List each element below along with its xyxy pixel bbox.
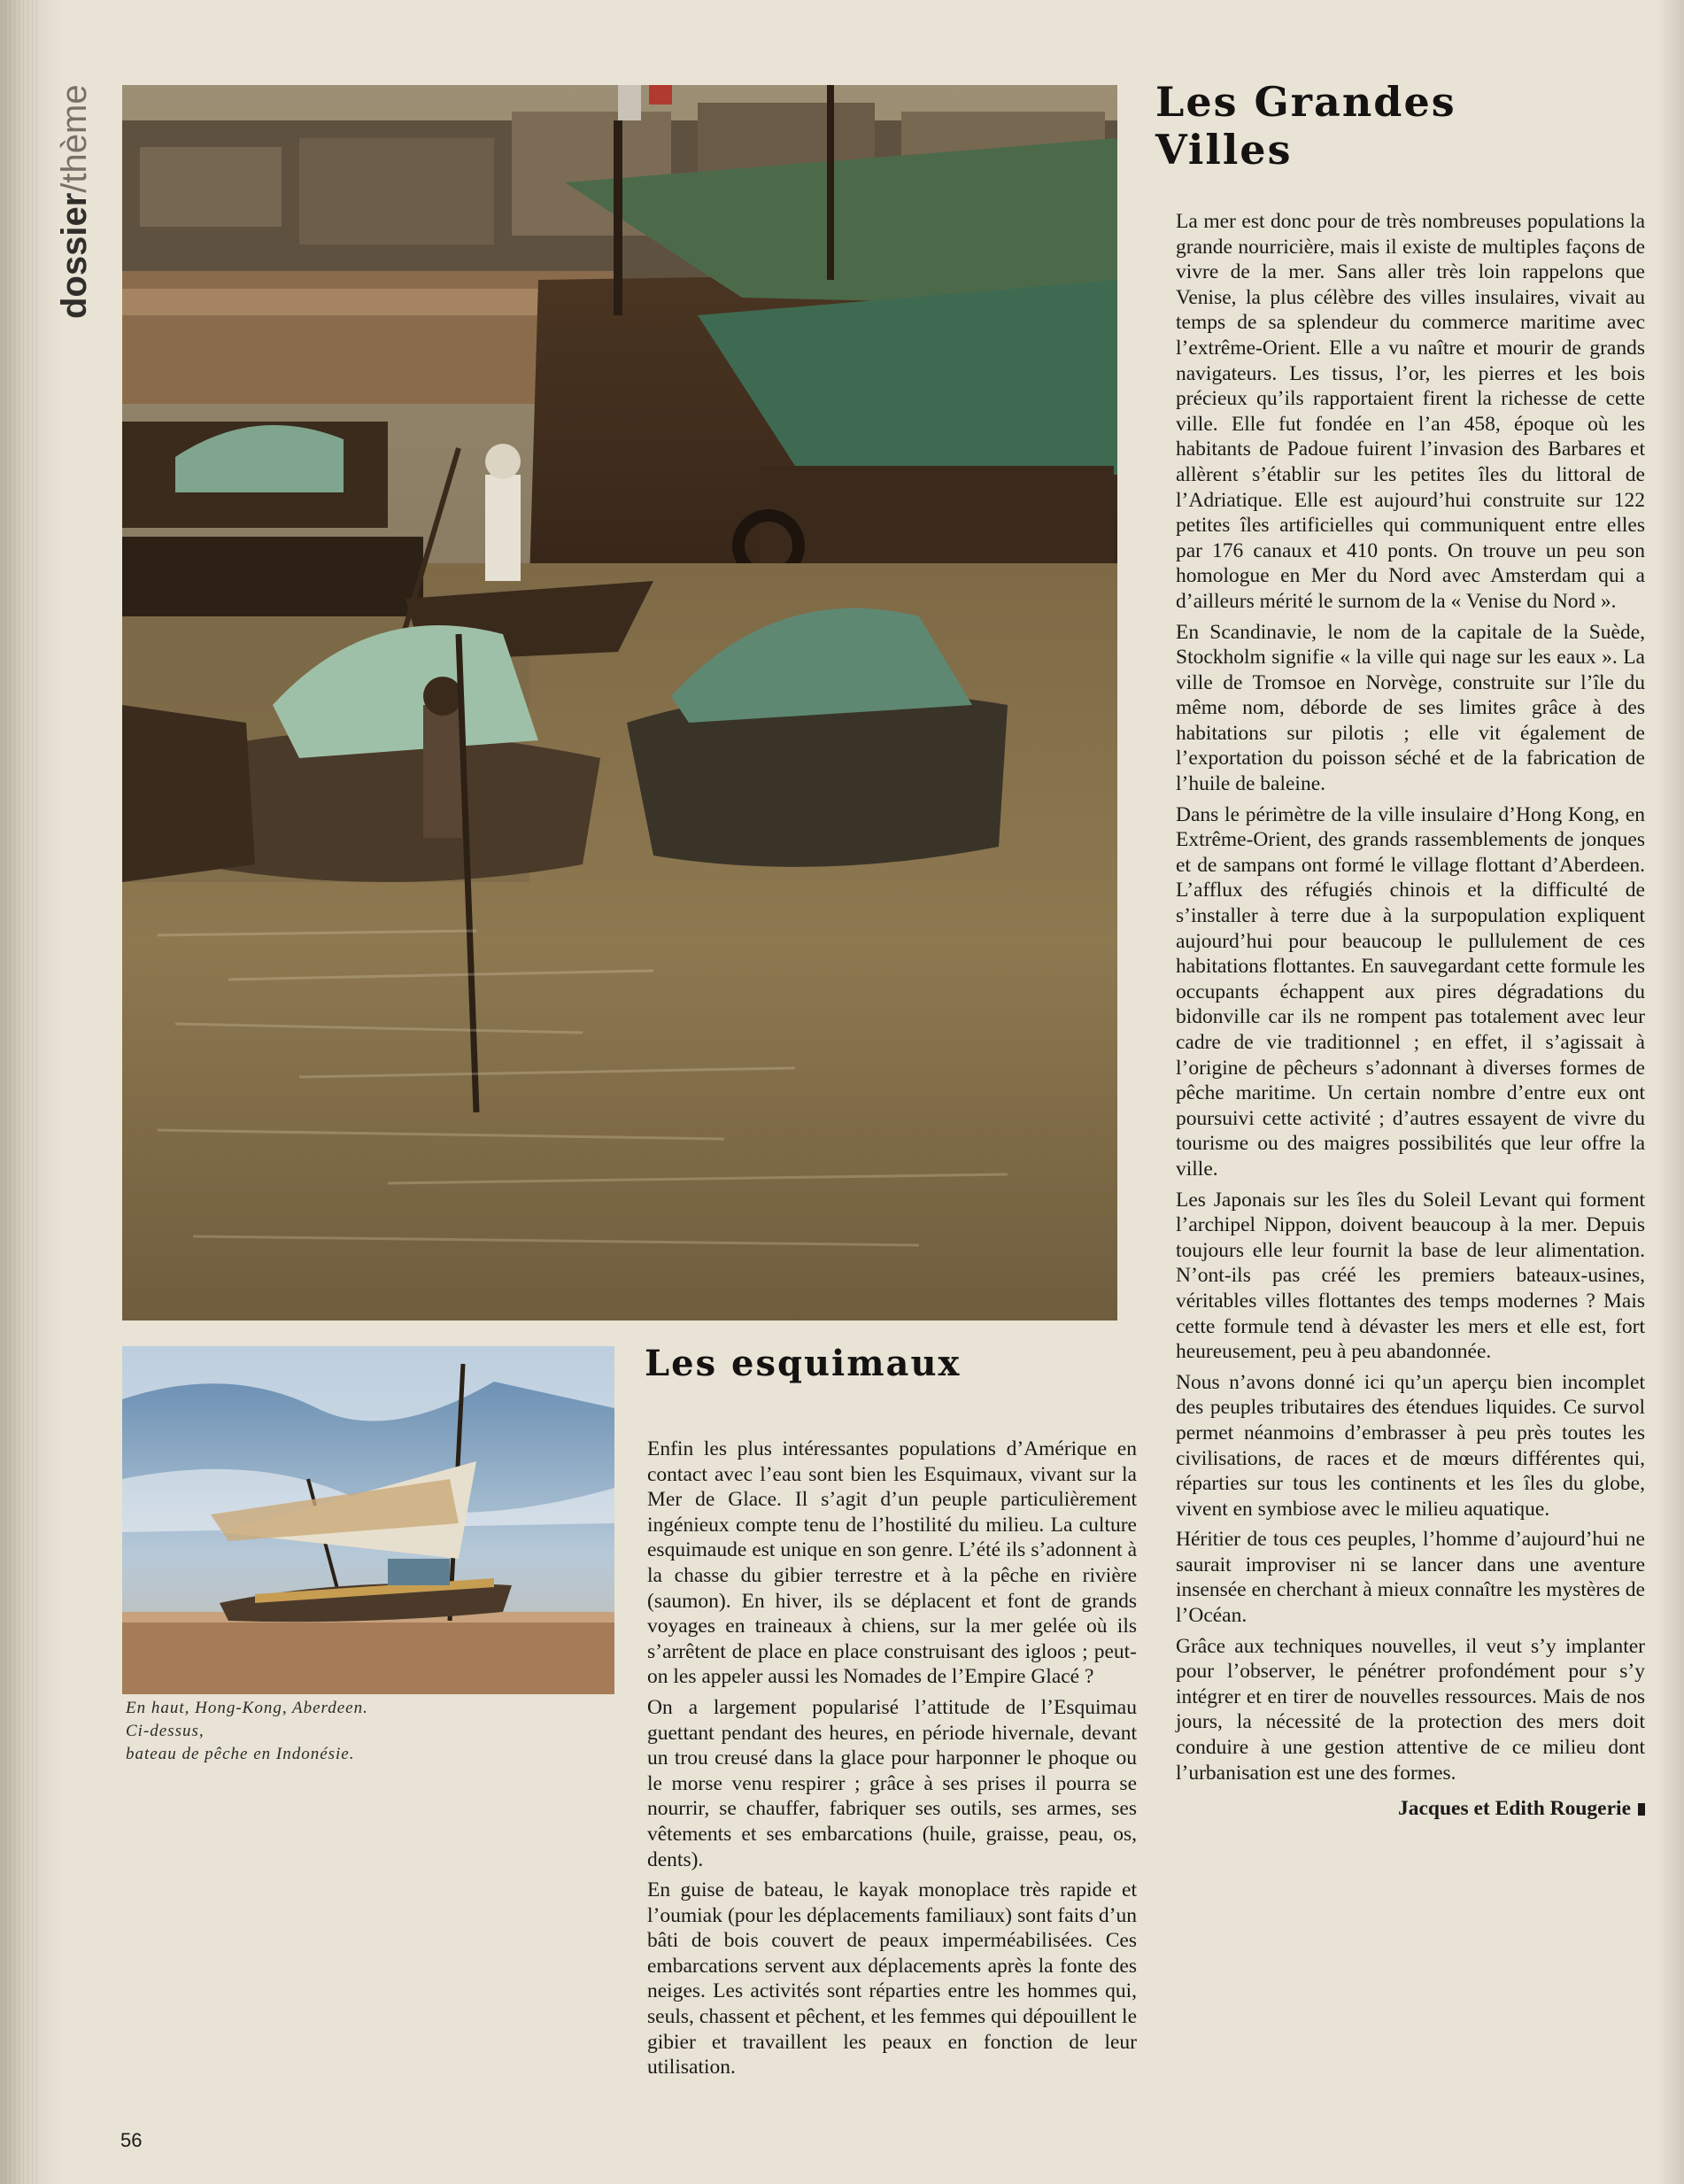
hong-kong-harbor-photo [122, 85, 1117, 1320]
esquimaux-article [647, 1437, 1137, 2086]
title-grandes-villes-line-1: Les Grandes [1155, 78, 1456, 126]
author-signature [1176, 1796, 1645, 1822]
section-tag-dossier: dossier [55, 192, 94, 319]
paragraph: Grâce aux techniques nouvelles, il veut s’y implanter pour l’observer, le pénétrer profondément pour s’y intégrer et en tirer de nouvelles ressources. Mais de nos jours, la nécessité de la protection des mers doit conduire à une gestion attentive de ce milieu dont l’urbanisation est une des formes. [1176, 1634, 1645, 1785]
section-tag-theme: /thème [55, 84, 94, 193]
paragraph: On a largement popularisé l’attitude de l’Esquimau guettant pendant des heures, en période hivernale, devant un trou creusé dans la glace pour harponner le phoque ou le morse venu respirer ; grâce à ses prises il pourra se nourrir, se chauffer, fabriquer ses outils, ses armes, ses vêtements et ses embarcations (huile, graisse, peau, os, dents). [647, 1695, 1137, 1871]
title-grandes-villes-line-2: Villes [1155, 126, 1293, 174]
paragraph: Nous n’avons donné ici qu’un aperçu bien incomplet des peuples tributaires des étendues liquides. Ce survol permet néanmoins d’embrasser à peu près toutes les civilisations, de races et de mœurs différentes qui, réparties sur tous les continents et les îles du globe, vivent en symbiose avec le milieu aquatique. [1176, 1370, 1645, 1521]
page-right-edge [1657, 0, 1684, 2184]
indonesia-boat-photo [122, 1346, 614, 1694]
paragraph: Enfin les plus intéressantes populations d’Amérique en contact avec l’eau sont bien les Esquimaux, vivant sur la Mer de Glace. Il s’agit d’un peuple particulièrement ingénieux compte tenu de l’hostilité du milieu. La culture esquimaude est unique en son genre. L’été ils s’adonnent à la chasse du gibier terrestre et à la pêche en rivière (saumon). En hiver, ils se déplacent et font de grands voyages en traineaux à chiens, sur la mer gelée où ils s’arrêtent de place en place construisant des igloos ; peut-on les appeler aussi les Nomades de l’Empire Glacé ? [647, 1437, 1137, 1689]
paragraph: En Scandinavie, le nom de la capitale de la Suède, Stockholm signifie « la ville qui nage sur les eaux ». La ville de Tromsoe en Norvège, construite sur l’île du même nom, déborde de ses limites grâce à des habitations sur pilotis ; elle vit également de l’exportation du poisson séché et de la fabrication de l’huile de baleine. [1176, 620, 1645, 796]
paragraph: Héritier de tous ces peuples, l’homme d’aujourd’hui ne saurait improviser ni se lancer dans une aventure insensée en cherchant à mieux connaître les mystères de l’Océan. [1176, 1528, 1645, 1628]
title-grandes-villes [1155, 78, 1616, 174]
title-esquimaux: Les esquimaux [645, 1343, 962, 1384]
section-tag [48, 84, 110, 319]
grandes-villes-article [1176, 209, 1645, 1827]
caption-line-2: Ci-dessus, [126, 1722, 205, 1740]
paragraph: Dans le périmètre de la ville insulaire d’Hong Kong, en Extrême-Orient, des grands rassemblements de jonques et de sampans ont formé le village flottant d’Aberdeen. L’afflux des réfugiés chinois et la difficulté de s’installer à terre due à la surpopulation expliquent aujourd’hui pour beaucoup le pullulement de ces habitations flottantes. En sauvegardant cette formule les occupants échappent aux pires dégradations du bidonville car ils ne rompent pas totalement avec leur cadre de vie traditionnel ; en effet, il s’agissait à l’origine de pêcheurs s’adonnant à diverses formes de pêche maritime. Un certain nombre d’entre eux ont poursuivi cette activité ; d’autres essayent de vivre du tourisme ou des maigres possibilités que leur offre la ville. [1176, 802, 1645, 1181]
page-edge-lines [5, 0, 41, 2184]
end-mark-icon [1638, 1803, 1645, 1816]
author-name: Jacques et Edith Rougerie [1397, 1797, 1631, 1821]
caption-line-1: En haut, Hong-Kong, Aberdeen. [126, 1699, 368, 1717]
paragraph: Les Japonais sur les îles du Soleil Levant qui forment l’archipel Nippon, doivent beaucoup à la mer. Depuis toujours elle leur fournit la base de leur alimentation. N’ont-ils pas créé les premiers bateaux-usines, véritables villes flottantes des temps modernes ? Mais cette formule tend à dévaster les mers et elle est, fort heureusement, peu à peu abandonnée. [1176, 1188, 1645, 1364]
photo-caption [126, 1697, 604, 1766]
paragraph: En guise de bateau, le kayak monoplace très rapide et l’oumiak (pour les déplacements familiaux) sont faits d’un bâti de bois couvert de peaux imperméabilisées. Ces embarcations servent aux déplacements après la fonte des neiges. Les activités sont réparties entre les hommes qui, seuls, chassent et pêchent, et les femmes qui dépouillent le gibier et travaillent les peaux en fonction de leur utilisation. [647, 1878, 1137, 2079]
paragraph: La mer est donc pour de très nombreuses populations la grande nourricière, mais il existe de multiples façons de vivre de la mer. Sans aller très loin rappelons que Venise, la plus célèbre des villes insulaires, vivait au temps de sa splendeur du commerce maritime avec l’extrême-Orient. Elle a vu naître et mourir de grands navigateurs. Les tissus, l’or, les pierres et les bois précieux qu’ils rapportaient firent la richesse de cette ville. Elle fut fondée en l’an 458, époque où les habitants de Padoue fuirent l’invasion des Barbares et allèrent s’établir sur les petites îles du littoral de l’Adriatique. Elle est aujourd’hui construite sur 122 petites îles artificielles qui communiquent entre elles par 176 canaux et 410 ponts. On trouve un peu son homologue en Mer du Nord avec Amsterdam qui a d’ailleurs mérité le surnom de la « Venise du Nord ». [1176, 210, 1645, 613]
harbor-boats-photo-icon [122, 85, 1117, 1320]
caption-line-3: bateau de pêche en Indonésie. [126, 1745, 355, 1763]
page-number: 56 [120, 2129, 143, 2151]
sailboat-photo-icon [122, 1346, 614, 1694]
